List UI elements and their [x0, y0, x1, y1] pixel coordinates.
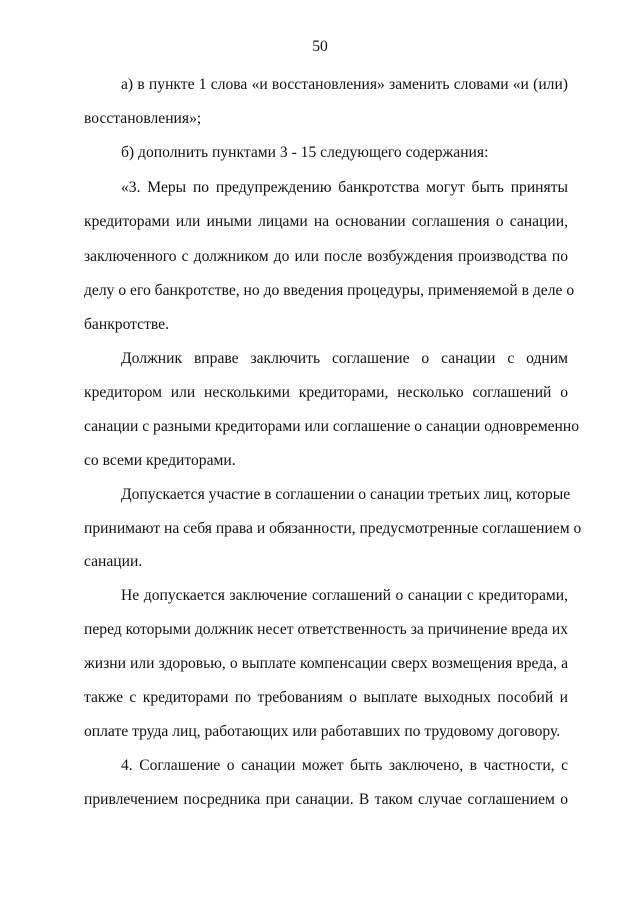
- text-line: делу о его банкротстве, но до введения процедуры, применяемой в деле о: [84, 282, 575, 299]
- page-number: 50: [312, 38, 328, 55]
- text-line: санации.: [84, 553, 143, 570]
- text-line: кредиторами или иными лицами на основании соглашения о санации,: [84, 213, 568, 230]
- text-line: кредитором или несколькими кредиторами, несколько соглашений о: [84, 384, 568, 401]
- text-line: 4. Соглашение о санации может быть заключено, в частности, с: [121, 757, 568, 774]
- text-line: б) дополнить пунктами 3 - 15 следующего содержания:: [121, 144, 489, 161]
- text-line: принимают на себя права и обязанности, предусмотренные соглашением о: [84, 520, 582, 537]
- text-line: Допускается участие в соглашении о санации третьих лиц, которые: [121, 486, 571, 503]
- text-line: перед которыми должник несет ответственность за причинение вреда их: [84, 621, 568, 638]
- text-line: заключенного с должником до или после возбуждения производства по: [84, 248, 568, 265]
- text-line: Не допускается заключение соглашений о санации с кредиторами,: [121, 587, 568, 604]
- text-line: привлечением посредника при санации. В таком случае соглашением о: [84, 791, 568, 808]
- text-line: жизни или здоровью, о выплате компенсации сверх возмещения вреда, а: [84, 655, 568, 672]
- text-line: Должник вправе заключить соглашение о санации с одним: [121, 350, 568, 367]
- text-line: «3. Меры по предупреждению банкротства могут быть приняты: [121, 179, 568, 196]
- text-line: оплате труда лиц, работающих или работавших по трудовому договору.: [84, 723, 561, 740]
- text-line: банкротстве.: [84, 316, 169, 333]
- text-line: со всеми кредиторами.: [84, 452, 236, 469]
- text-line: также с кредиторами по требованиям о выплате выходных пособий и: [84, 689, 568, 706]
- text-line: а) в пункте 1 слова «и восстановления» заменить словами «и (или): [121, 76, 568, 93]
- text-line: санации с разными кредиторами или соглашение о санации одновременно: [84, 418, 580, 435]
- text-line: восстановления»;: [84, 110, 202, 127]
